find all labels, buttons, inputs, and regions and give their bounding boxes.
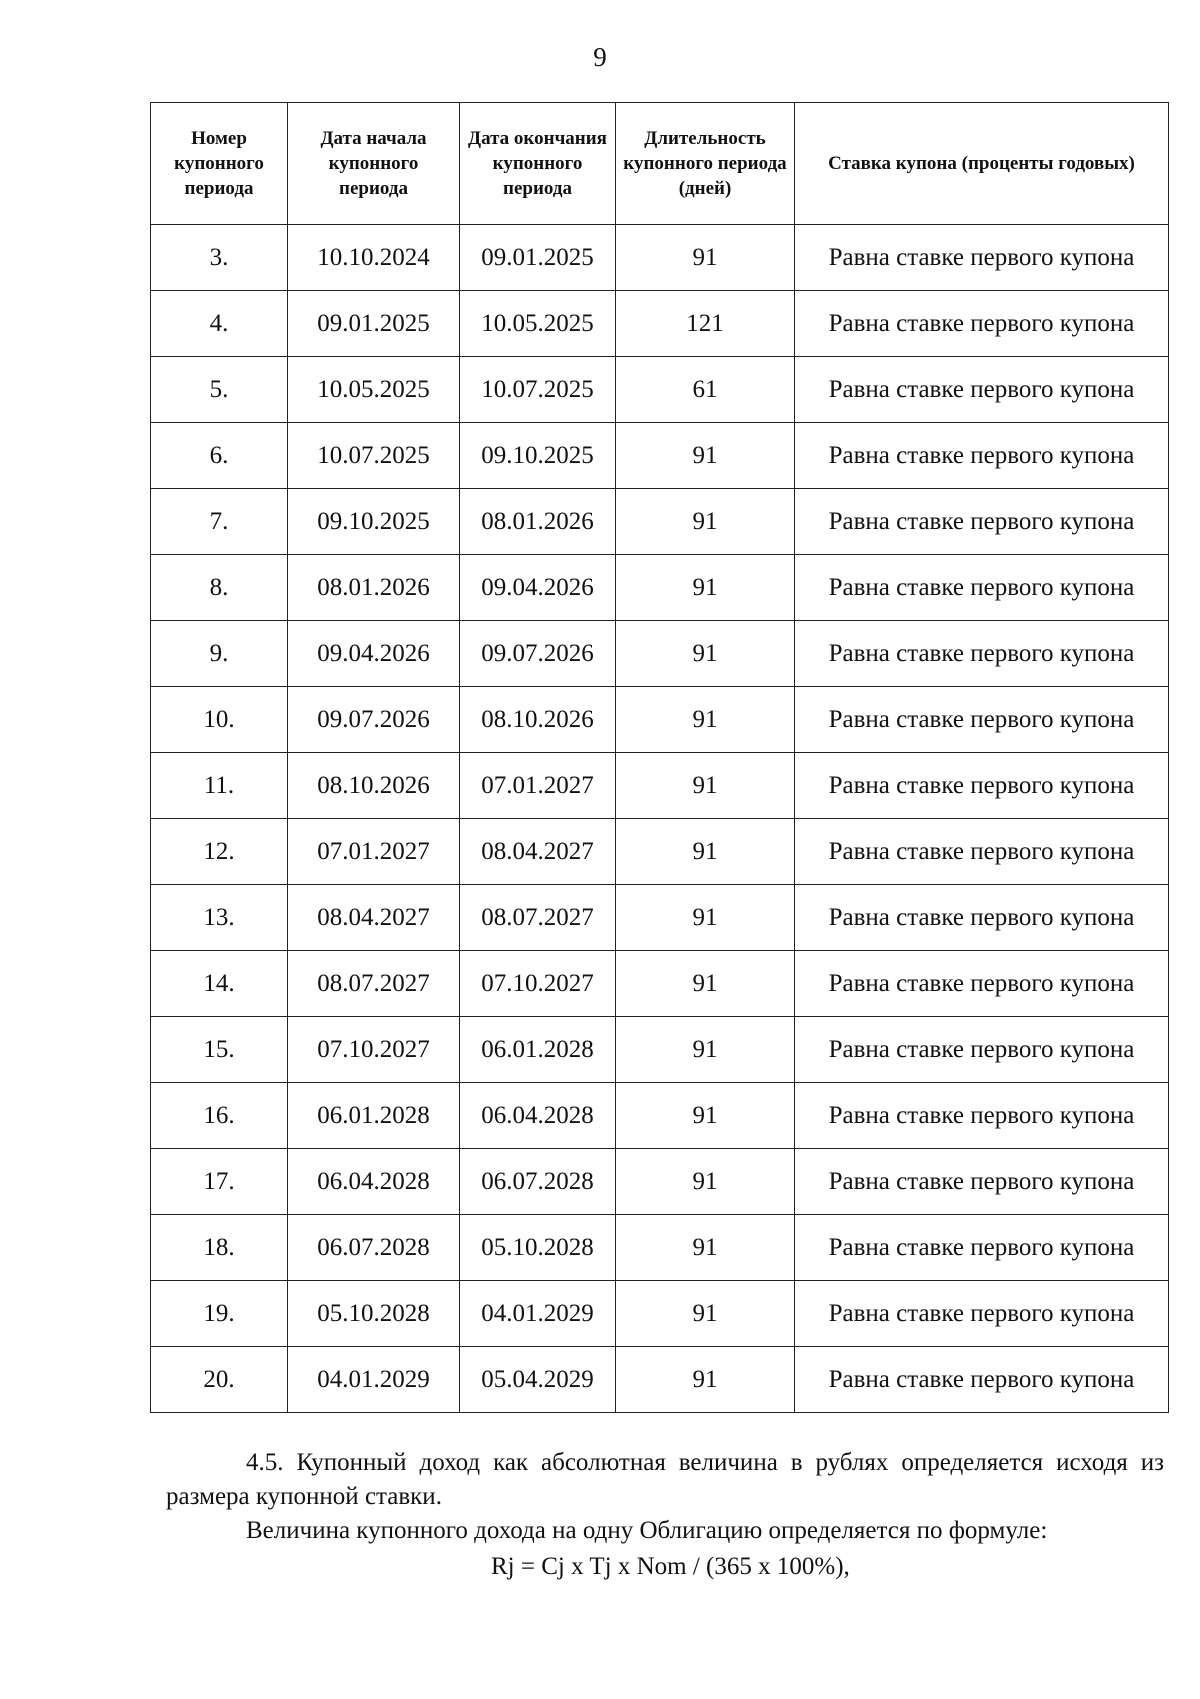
cell-start-date: 08.10.2026 — [288, 753, 460, 819]
cell-coupon-rate: Равна ставке первого купона — [795, 753, 1169, 819]
table-row — [151, 1017, 1169, 1083]
cell-end-date: 08.10.2026 — [460, 687, 616, 753]
cell-coupon-number: 7. — [151, 489, 288, 555]
cell-end-date: 06.07.2028 — [460, 1149, 616, 1215]
cell-duration: 121 — [616, 291, 795, 357]
cell-coupon-number: 17. — [151, 1149, 288, 1215]
cell-coupon-rate: Равна ставке первого купона — [795, 1281, 1169, 1347]
body-text — [166, 1446, 1164, 1584]
cell-start-date: 07.01.2027 — [288, 819, 460, 885]
header-coupon-rate: Ставка купона (проценты годовых) — [795, 103, 1169, 225]
cell-coupon-number: 18. — [151, 1215, 288, 1281]
cell-coupon-number: 20. — [151, 1347, 288, 1413]
table-row — [151, 885, 1169, 951]
cell-coupon-rate: Равна ставке первого купона — [795, 357, 1169, 423]
cell-coupon-number: 4. — [151, 291, 288, 357]
cell-start-date: 06.04.2028 — [288, 1149, 460, 1215]
cell-duration: 91 — [616, 489, 795, 555]
coupon-formula: Rj = Cj x Tj x Nom / (365 x 100%), — [491, 1553, 850, 1580]
cell-coupon-number: 11. — [151, 753, 288, 819]
cell-coupon-rate: Равна ставке первого купона — [795, 225, 1169, 291]
paragraph-coupon-income: 4.5. Купонный доход как абсолютная величина в рублях определяется исходя из размера купонной ставки. — [166, 1449, 1164, 1510]
table-row — [151, 1083, 1169, 1149]
table-header-row — [151, 103, 1169, 225]
cell-end-date: 04.01.2029 — [460, 1281, 616, 1347]
cell-duration: 91 — [616, 1215, 795, 1281]
cell-duration: 91 — [616, 951, 795, 1017]
cell-start-date: 05.10.2028 — [288, 1281, 460, 1347]
cell-coupon-rate: Равна ставке первого купона — [795, 1149, 1169, 1215]
cell-duration: 91 — [616, 819, 795, 885]
cell-start-date: 09.04.2026 — [288, 621, 460, 687]
cell-start-date: 09.01.2025 — [288, 291, 460, 357]
cell-start-date: 09.10.2025 — [288, 489, 460, 555]
cell-end-date: 09.04.2026 — [460, 555, 616, 621]
cell-start-date: 10.07.2025 — [288, 423, 460, 489]
table-row — [151, 357, 1169, 423]
cell-end-date: 07.10.2027 — [460, 951, 616, 1017]
header-end-date: Дата окончания купонного периода — [460, 103, 616, 225]
cell-start-date: 08.07.2027 — [288, 951, 460, 1017]
table-row — [151, 621, 1169, 687]
cell-coupon-rate: Равна ставке первого купона — [795, 885, 1169, 951]
cell-duration: 91 — [616, 1149, 795, 1215]
cell-duration: 91 — [616, 1083, 795, 1149]
cell-duration: 91 — [616, 1281, 795, 1347]
page-number: 9 — [593, 42, 607, 72]
cell-end-date: 08.07.2027 — [460, 885, 616, 951]
header-start-date: Дата начала купонного периода — [288, 103, 460, 225]
cell-coupon-number: 9. — [151, 621, 288, 687]
cell-coupon-number: 14. — [151, 951, 288, 1017]
cell-end-date: 06.01.2028 — [460, 1017, 616, 1083]
header-coupon-number: Номер купонного периода — [151, 103, 288, 225]
cell-coupon-rate: Равна ставке первого купона — [795, 621, 1169, 687]
cell-coupon-rate: Равна ставке первого купона — [795, 555, 1169, 621]
cell-coupon-rate: Равна ставке первого купона — [795, 489, 1169, 555]
cell-duration: 91 — [616, 1347, 795, 1413]
cell-end-date: 05.10.2028 — [460, 1215, 616, 1281]
table-row — [151, 1215, 1169, 1281]
cell-duration: 91 — [616, 555, 795, 621]
cell-start-date: 08.01.2026 — [288, 555, 460, 621]
cell-coupon-number: 19. — [151, 1281, 288, 1347]
cell-coupon-rate: Равна ставке первого купона — [795, 1347, 1169, 1413]
cell-start-date: 06.01.2028 — [288, 1083, 460, 1149]
table-row — [151, 1149, 1169, 1215]
cell-duration: 91 — [616, 225, 795, 291]
cell-coupon-rate: Равна ставке первого купона — [795, 1083, 1169, 1149]
cell-duration: 91 — [616, 423, 795, 489]
cell-coupon-rate: Равна ставке первого купона — [795, 819, 1169, 885]
cell-duration: 91 — [616, 753, 795, 819]
cell-coupon-number: 6. — [151, 423, 288, 489]
cell-start-date: 04.01.2029 — [288, 1347, 460, 1413]
table-row — [151, 225, 1169, 291]
table-row — [151, 489, 1169, 555]
cell-end-date: 10.05.2025 — [460, 291, 616, 357]
cell-start-date: 06.07.2028 — [288, 1215, 460, 1281]
cell-end-date: 09.07.2026 — [460, 621, 616, 687]
cell-end-date: 08.01.2026 — [460, 489, 616, 555]
table-row — [151, 1347, 1169, 1413]
cell-coupon-rate: Равна ставке первого купона — [795, 951, 1169, 1017]
cell-coupon-rate: Равна ставке первого купона — [795, 423, 1169, 489]
cell-end-date: 05.04.2029 — [460, 1347, 616, 1413]
cell-coupon-number: 16. — [151, 1083, 288, 1149]
table-row — [151, 951, 1169, 1017]
cell-coupon-number: 12. — [151, 819, 288, 885]
coupon-schedule-table — [150, 102, 1169, 1413]
paragraph-formula-intro: Величина купонного дохода на одну Облигацию определяется по формуле: — [246, 1517, 1048, 1544]
cell-coupon-rate: Равна ставке первого купона — [795, 1017, 1169, 1083]
cell-duration: 91 — [616, 1017, 795, 1083]
cell-end-date: 07.01.2027 — [460, 753, 616, 819]
cell-end-date: 10.07.2025 — [460, 357, 616, 423]
cell-start-date: 10.10.2024 — [288, 225, 460, 291]
cell-start-date: 08.04.2027 — [288, 885, 460, 951]
table-row — [151, 291, 1169, 357]
cell-duration: 61 — [616, 357, 795, 423]
table-row — [151, 1281, 1169, 1347]
cell-end-date: 09.01.2025 — [460, 225, 616, 291]
cell-start-date: 07.10.2027 — [288, 1017, 460, 1083]
cell-coupon-rate: Равна ставке первого купона — [795, 291, 1169, 357]
cell-duration: 91 — [616, 885, 795, 951]
cell-coupon-number: 13. — [151, 885, 288, 951]
cell-start-date: 09.07.2026 — [288, 687, 460, 753]
cell-coupon-number: 3. — [151, 225, 288, 291]
cell-coupon-number: 5. — [151, 357, 288, 423]
cell-coupon-number: 15. — [151, 1017, 288, 1083]
cell-coupon-rate: Равна ставке первого купона — [795, 1215, 1169, 1281]
cell-end-date: 09.10.2025 — [460, 423, 616, 489]
cell-duration: 91 — [616, 621, 795, 687]
cell-start-date: 10.05.2025 — [288, 357, 460, 423]
cell-coupon-number: 10. — [151, 687, 288, 753]
table-row — [151, 819, 1169, 885]
table-row — [151, 753, 1169, 819]
cell-duration: 91 — [616, 687, 795, 753]
cell-coupon-rate: Равна ставке первого купона — [795, 687, 1169, 753]
header-duration: Длительность купонного периода (дней) — [616, 103, 795, 225]
cell-end-date: 06.04.2028 — [460, 1083, 616, 1149]
table-row — [151, 423, 1169, 489]
cell-coupon-number: 8. — [151, 555, 288, 621]
cell-end-date: 08.04.2027 — [460, 819, 616, 885]
table-row — [151, 687, 1169, 753]
table-row — [151, 555, 1169, 621]
